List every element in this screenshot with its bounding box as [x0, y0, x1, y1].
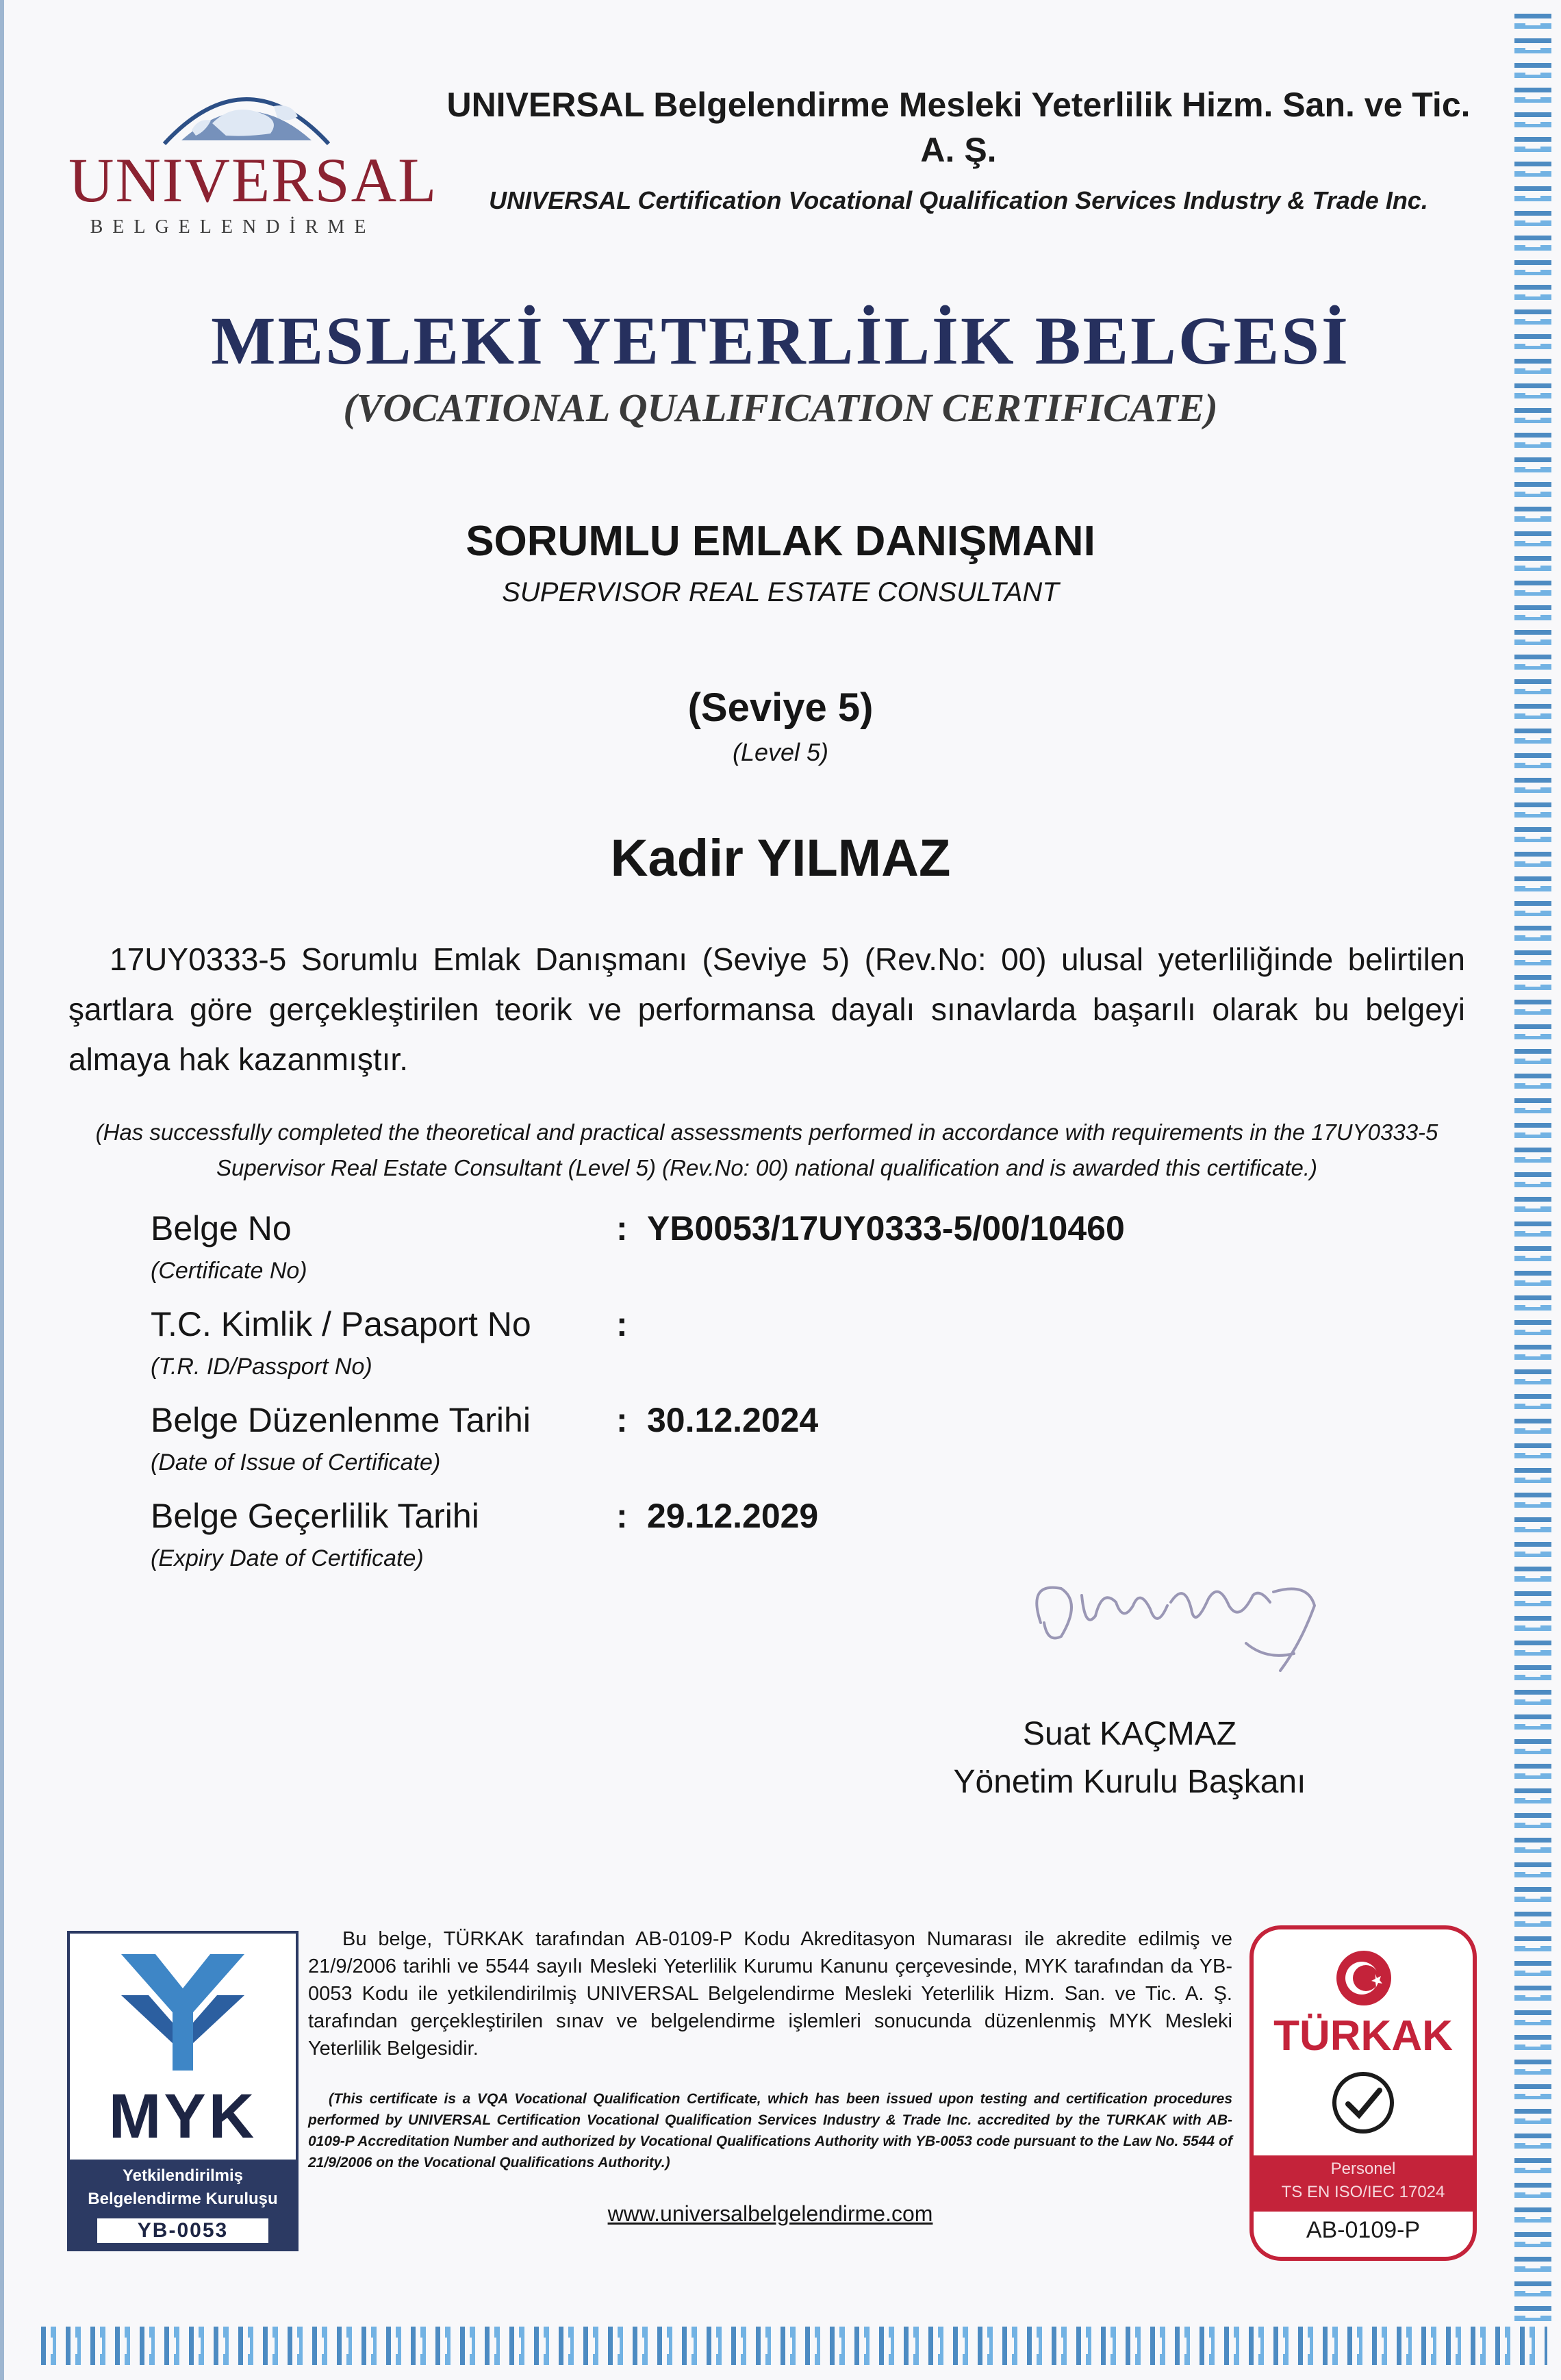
universal-logo: [68, 75, 438, 240]
field-label-en: (Expiry Date of Certificate): [151, 1545, 424, 1571]
logo-wordmark: UNIVERSAL: [68, 145, 438, 215]
myk-logo: [67, 1931, 299, 2251]
signatory-title: Yönetim Kurulu Başkanı: [953, 1764, 1306, 1800]
accreditation-note-tr: Bu belge, TÜRKAK tarafından AB-0109-P Kodu Akreditasyon Numarası ile akredite edilmiş ve 21/9/2006 tarihli ve 5544 sayılı Mesleki Yeterlilik Kurumu Kanunu çerçevesinde, MYK tarafından da YB-0053 Kodu ile yetkilendirilmiş UNIVERSAL Belgelendirme Mesleki Yeterlilik Hizm. San. ve Tic. A. Ş. tarafından gerçekleştirilen sınav ve belgelendirme işlemleri sonucunda düzenlenmiş MYK Mesleki Yeterlilik Belgesidir.: [308, 1928, 1232, 2060]
myk-code: YB-0053: [97, 2218, 268, 2243]
globe-icon: [151, 75, 342, 151]
decorative-border-bottom-inner: [41, 2338, 1547, 2354]
qualification-title: SORUMLU EMLAK DANIŞMANI: [466, 518, 1095, 565]
turkak-band-line2: TS EN ISO/IEC 17024: [1281, 2183, 1445, 2201]
field-value: 30.12.2024: [647, 1401, 819, 1439]
company-name-tr: UNIVERSAL Belgelendirme Mesleki Yeterlilik Hizm. San. ve Tic. A. Ş.: [446, 86, 1471, 169]
field-separator: :: [616, 1209, 628, 1248]
field-label-en: (Date of Issue of Certificate): [151, 1449, 441, 1476]
statement-tr: 17UY0333-5 Sorumlu Emlak Danışmanı (Seviye 5) (Rev.No: 00) ulusal yeterliliğinde belirtilen şartlara göre gerçekleştirilen teorik ve performansa dayalı sınavlarda başarılı olarak bu belgeyi almaya hak kazanmıştır.: [68, 941, 1465, 1077]
statement-en: (Has successfully completed the theoretical and practical assessments performed in accordance with requirements in the 17UY0333-5 Supervisor Real Estate Consultant (Level 5) (Rev.No: 00) national qualification and is awarded this certificate.): [95, 1119, 1438, 1180]
certificate-fields: [151, 1208, 1451, 1592]
qualification-level: (Seviye 5): [687, 685, 874, 730]
field-separator: :: [616, 1497, 628, 1535]
field-label-en: (Certificate No): [151, 1258, 307, 1284]
qualification-title-en: SUPERVISOR REAL ESTATE CONSULTANT: [502, 577, 1059, 607]
field-issue-date: [151, 1400, 1451, 1496]
myk-band-line1: Yetkilendirilmiş: [122, 2166, 244, 2185]
logo-subtitle: BELGELENDİRME: [90, 216, 376, 238]
turkak-wordmark: TÜRKAK: [1273, 2012, 1453, 2060]
turkak-logo: [1249, 1925, 1477, 2261]
checkmark-icon: [1330, 2070, 1396, 2136]
myk-symbol-icon: [107, 1947, 258, 2077]
qualification-level-en: (Level 5): [732, 738, 829, 766]
field-label-en: (T.R. ID/Passport No): [151, 1354, 372, 1380]
accreditation-note-en: (This certificate is a VQA Vocational Qualification Certificate, which has been issued upon testing and certification procedures performed by UNIVERSAL Certification Vocational Qualification Services Industry & Trade Inc. accredited by the TURKAK with AB-0109-P Accreditation Number and authorized by Vocational Qualifications Authority with YB-0053 code pursuant to the Law No. 5544 of 21/9/2006 on the Vocational Qualifications Authority.): [308, 2091, 1232, 2170]
field-label: Belge Geçerlilik Tarihi: [151, 1497, 479, 1535]
myk-band: [70, 2160, 296, 2249]
field-value: 29.12.2029: [647, 1497, 819, 1535]
website-link[interactable]: www.universalbelgelendirme.com: [607, 2201, 933, 2226]
myk-wordmark: MYK: [108, 2081, 257, 2151]
field-certificate-no: [151, 1208, 1451, 1304]
field-label: T.C. Kimlik / Pasaport No: [151, 1305, 531, 1343]
certificate-title-en: (VOCATIONAL QUALIFICATION CERTIFICATE): [343, 385, 1218, 430]
holder-name: Kadir YILMAZ: [610, 829, 951, 887]
crescent-star-icon: [1334, 1949, 1393, 2008]
field-value: YB0053/17UY0333-5/00/10460: [647, 1209, 1125, 1248]
field-id-passport-no: [151, 1304, 1451, 1400]
turkak-band: [1254, 2155, 1473, 2212]
field-separator: :: [616, 1401, 628, 1439]
handwritten-signature: [1020, 1541, 1362, 1691]
myk-band-line2: Belgelendirme Kuruluşu: [88, 2190, 278, 2208]
turkak-band-line1: Personel: [1330, 2160, 1396, 2178]
field-label: Belge No: [151, 1209, 292, 1248]
signatory-name: Suat KAÇMAZ: [1022, 1716, 1237, 1752]
certificate-title: MESLEKİ YETERLİLİK BELGESİ: [211, 303, 1350, 379]
field-label: Belge Düzenlenme Tarihi: [151, 1401, 531, 1439]
turkak-code: AB-0109-P: [1306, 2217, 1421, 2243]
company-name-en: UNIVERSAL Certification Vocational Qualification Services Industry & Trade Inc.: [489, 186, 1428, 214]
field-separator: :: [616, 1305, 628, 1343]
